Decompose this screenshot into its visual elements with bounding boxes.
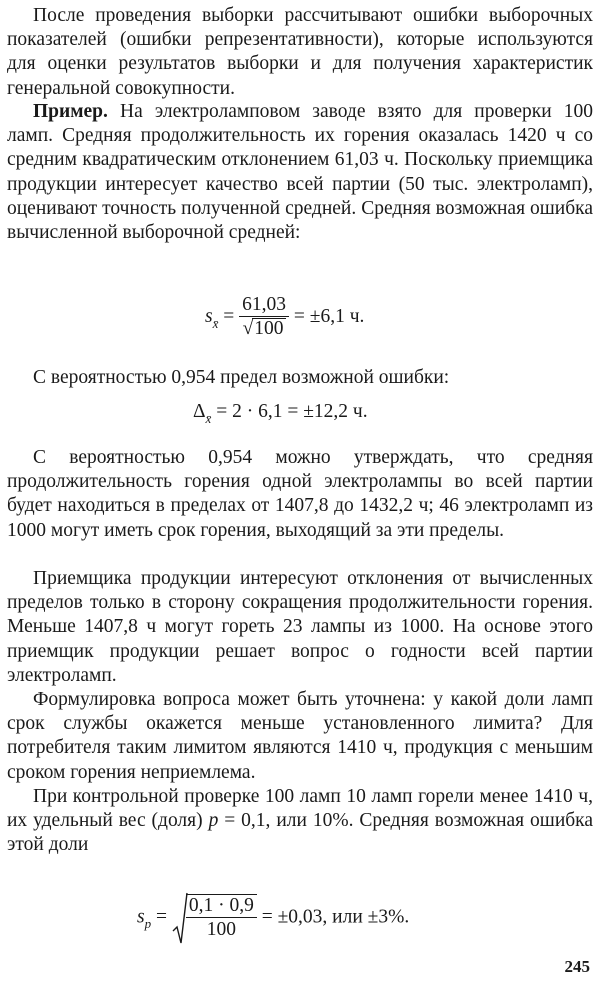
variable-p: p <box>208 810 219 832</box>
formula-share-error-fraction <box>186 894 257 942</box>
formula-share-error-result: = ±0,03, или ±3%. <box>261 906 410 928</box>
page-number: 245 <box>564 957 590 976</box>
formula-mean-error-denominator: 100 <box>254 318 284 339</box>
paragraph-formulation-text: Формулировка вопроса может быть уточнена: у какой доли ламп срок службы окажется меньше установленного лимита? Для потребителя таким лимитом являются 1410 ч, продукция с меньшим сроком горения неприемлема. <box>7 689 593 783</box>
formula-mean-error: $s_{x̄}$ = $\frac{61,03}{√100}$ = ±6,1 ч. <box>205 294 365 339</box>
formula-share-error-lhs: s <box>137 906 145 928</box>
formula-share-error: $s_p$ = $\frac{0,1 \cdot 0,9}{100}$ = ±0,03, или ±3%. <box>137 891 409 945</box>
paragraph-control-check-text-a: При контрольной проверке 100 ламп 10 ламп горели менее 1410 ч, их удельный вес (доля) <box>7 786 593 832</box>
formula-share-error-denominator: 100 <box>206 919 236 940</box>
formula-mean-error-numerator: 61,03 <box>239 294 289 317</box>
formula-mean-error-sub: x̄ <box>212 315 219 331</box>
paragraph-conclusion <box>7 446 593 543</box>
paragraph-intro <box>7 4 593 101</box>
paragraph-control-check <box>7 785 593 858</box>
paragraph-deviations <box>7 567 593 688</box>
formula-mean-error-result: = ±6,1 ч. <box>293 305 365 327</box>
paragraph-control-check-text-b: = 0,1, или 10%. Средняя возможная ошибка этой доли <box>7 810 594 856</box>
paragraph-conclusion-text: С вероятностью 0,954 можно утверждать, что средняя продолжительность горения одной электролампы во всей партии будет находиться в пределах от 1407,8 до 1432,2 ч; 46 электроламп из 1000 могут иметь срок горения, выходящий за эти пределы. <box>7 447 593 541</box>
formula-error-limit-expr: = 2 · 6,1 = ±12,2 ч. <box>216 401 368 422</box>
paragraph-deviations-text: Приемщика продукции интересуют отклонения от вычисленных пределов только в сторону сокращения продолжительности горения. Меньше 1407,8 ч могут гореть 23 лампы из 1000. На основе этого приемщик продукции решает вопрос о годности всей партии электроламп. <box>7 568 593 686</box>
paragraph-intro-text: После проведения выборки рассчитывают ошибки выборочных показателей (ошибки репрезентативности), которые используются для оценки результатов выборки и для получения характеристик генеральной совокупности. <box>7 5 593 99</box>
example-label: Пример. <box>33 101 108 122</box>
formula-mean-error-fraction <box>239 294 289 341</box>
formula-error-limit-sub: x̄ <box>205 411 212 426</box>
paragraph-example <box>7 100 593 245</box>
paragraph-example-text: На электроламповом заводе взято для проверки 100 ламп. Средняя продолжительность их горения оказалась 1420 ч со средним квадратическим отклонением 61,03 ч. Поскольку приемщика продукции интересует качество всей партии (50 тыс. электроламп), оценивают точность полученной средней. Средняя возможная ошибка вычисленной выборочной средней: <box>7 101 593 244</box>
big-sqrt-icon <box>172 891 257 945</box>
paragraph-formulation <box>7 688 593 785</box>
formula-mean-error-lhs: s <box>205 305 213 327</box>
formula-error-limit <box>193 400 368 425</box>
paragraph-probability-text: С вероятностью 0,954 предел возможной ошибки: <box>33 367 450 388</box>
formula-share-error-sub: p <box>144 916 152 932</box>
formula-share-error-numerator: 0,1 · 0,9 <box>186 895 257 918</box>
formula-error-limit-lhs: Δ <box>193 401 206 422</box>
sqrt-icon: √100 <box>242 318 284 339</box>
paragraph-probability <box>7 366 593 390</box>
